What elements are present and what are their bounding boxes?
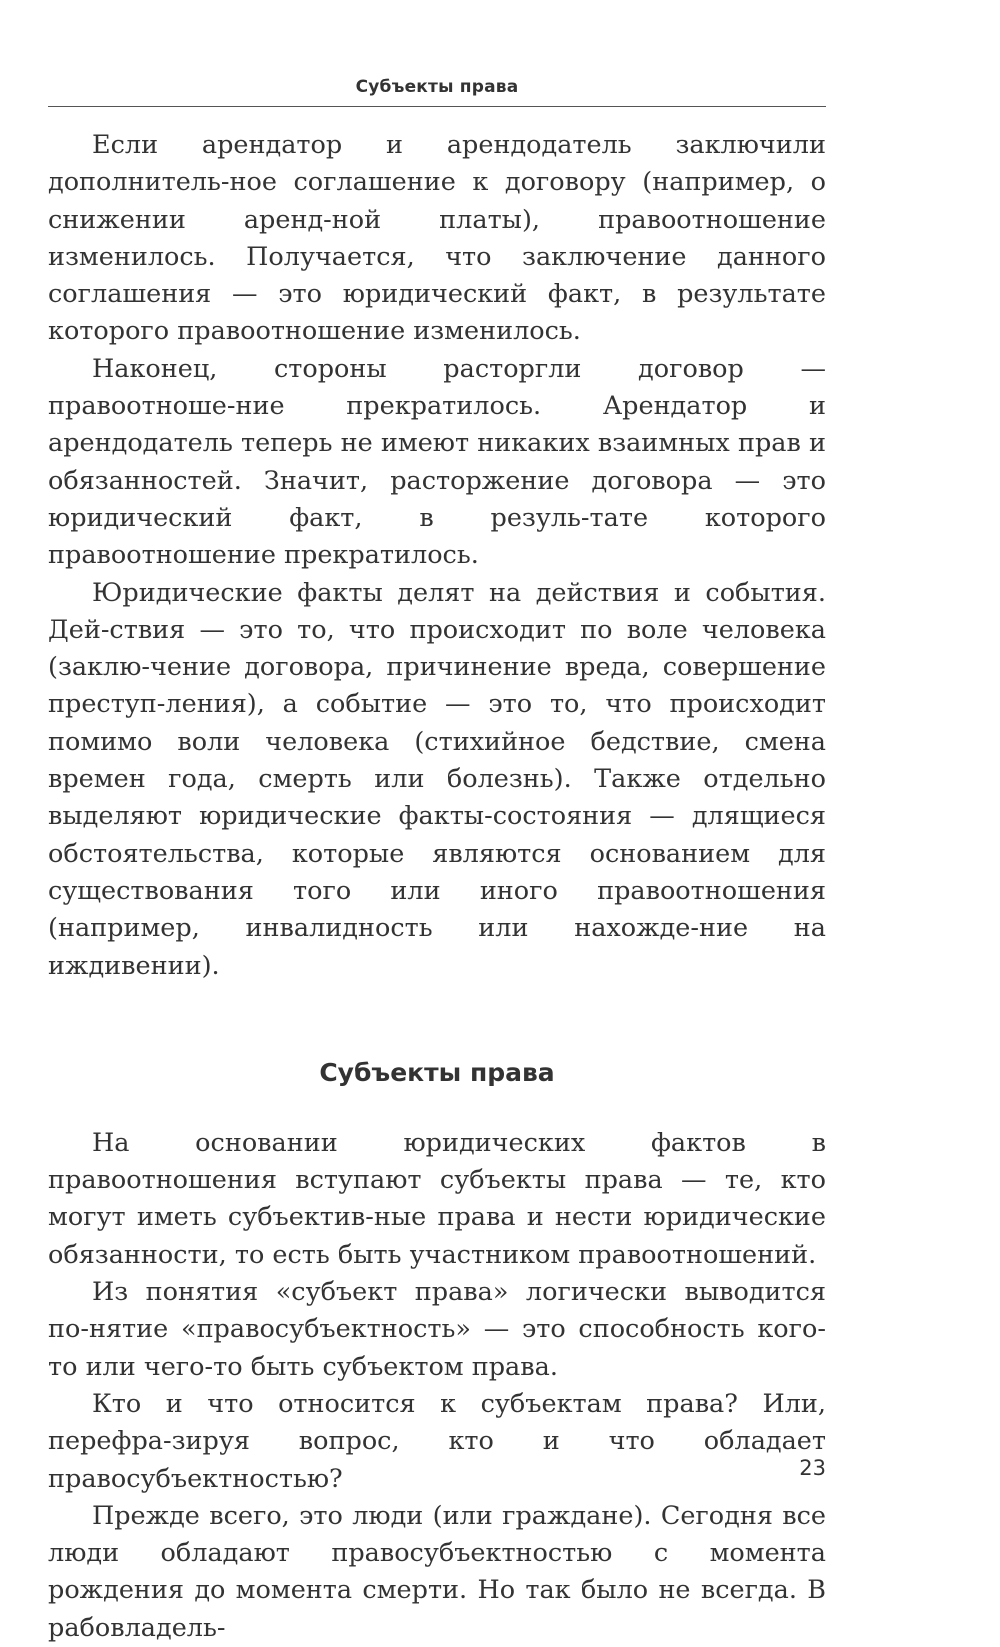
paragraph: Если арендатор и арендодатель заключили дополнитель-ное соглашение к договору (например, о снижении аренд-ной платы), правоотношение изменилось. Получается, что заключение данного соглашения — это юридический факт, в результате которого правоотношение изменилось. [48,130,826,347]
running-head: Субъекты права [355,77,519,97]
paragraph: Прежде всего, это люди (или граждане). Сегодня все люди обладают правосубъектностью с момента рождения до момента смерти. Но так было не всегда. В рабовладель- [48,1500,826,1643]
paragraph: Из понятия «субъект права» логически выводится по-нятие «правосубъектность» — это способность кого-то или чего-то быть субъектом права. [48,1277,826,1382]
paragraph: На основании юридических фактов в правоотношения вступают субъекты права — те, кто могут иметь субъектив-ные права и нести юридические обязанности, то есть быть участником правоотношений. [48,1127,826,1270]
paragraph: Юридические факты делят на действия и события. Дей-ствия — это то, что происходит по воле человека (заклю-чение договора, причинение вреда, совершение преступ-ления), а событие — это то, что происходит помимо воли человека (стихийное бедствие, смена времен года, смерть или болезнь). Также отдельно выделяют юридические факты-состояния — длящиеся обстоятельства, которые являются основанием для существования того или иного правоотношения (например, инвалидность или нахожде-ние на иждивении). [48,577,826,981]
page-number: 23 [799,1456,826,1480]
paragraph: Кто и что относится к субъектам права? Или, перефра-зируя вопрос, кто и что обладает правосубъектностью? [48,1388,826,1494]
paragraph: Наконец, стороны расторгли договор — правоотноше-ние прекратилось. Арендатор и арендодатель теперь не имеют никаких взаимных прав и обязанностей. Значит, расторжение договора — это юридический факт, в резуль-тате которого правоотношение прекратилось. [48,353,826,571]
body-text [48,127,826,1647]
book-page [48,0,826,1643]
header-rule [48,106,826,107]
section-heading: Субъекты права [319,1057,555,1087]
